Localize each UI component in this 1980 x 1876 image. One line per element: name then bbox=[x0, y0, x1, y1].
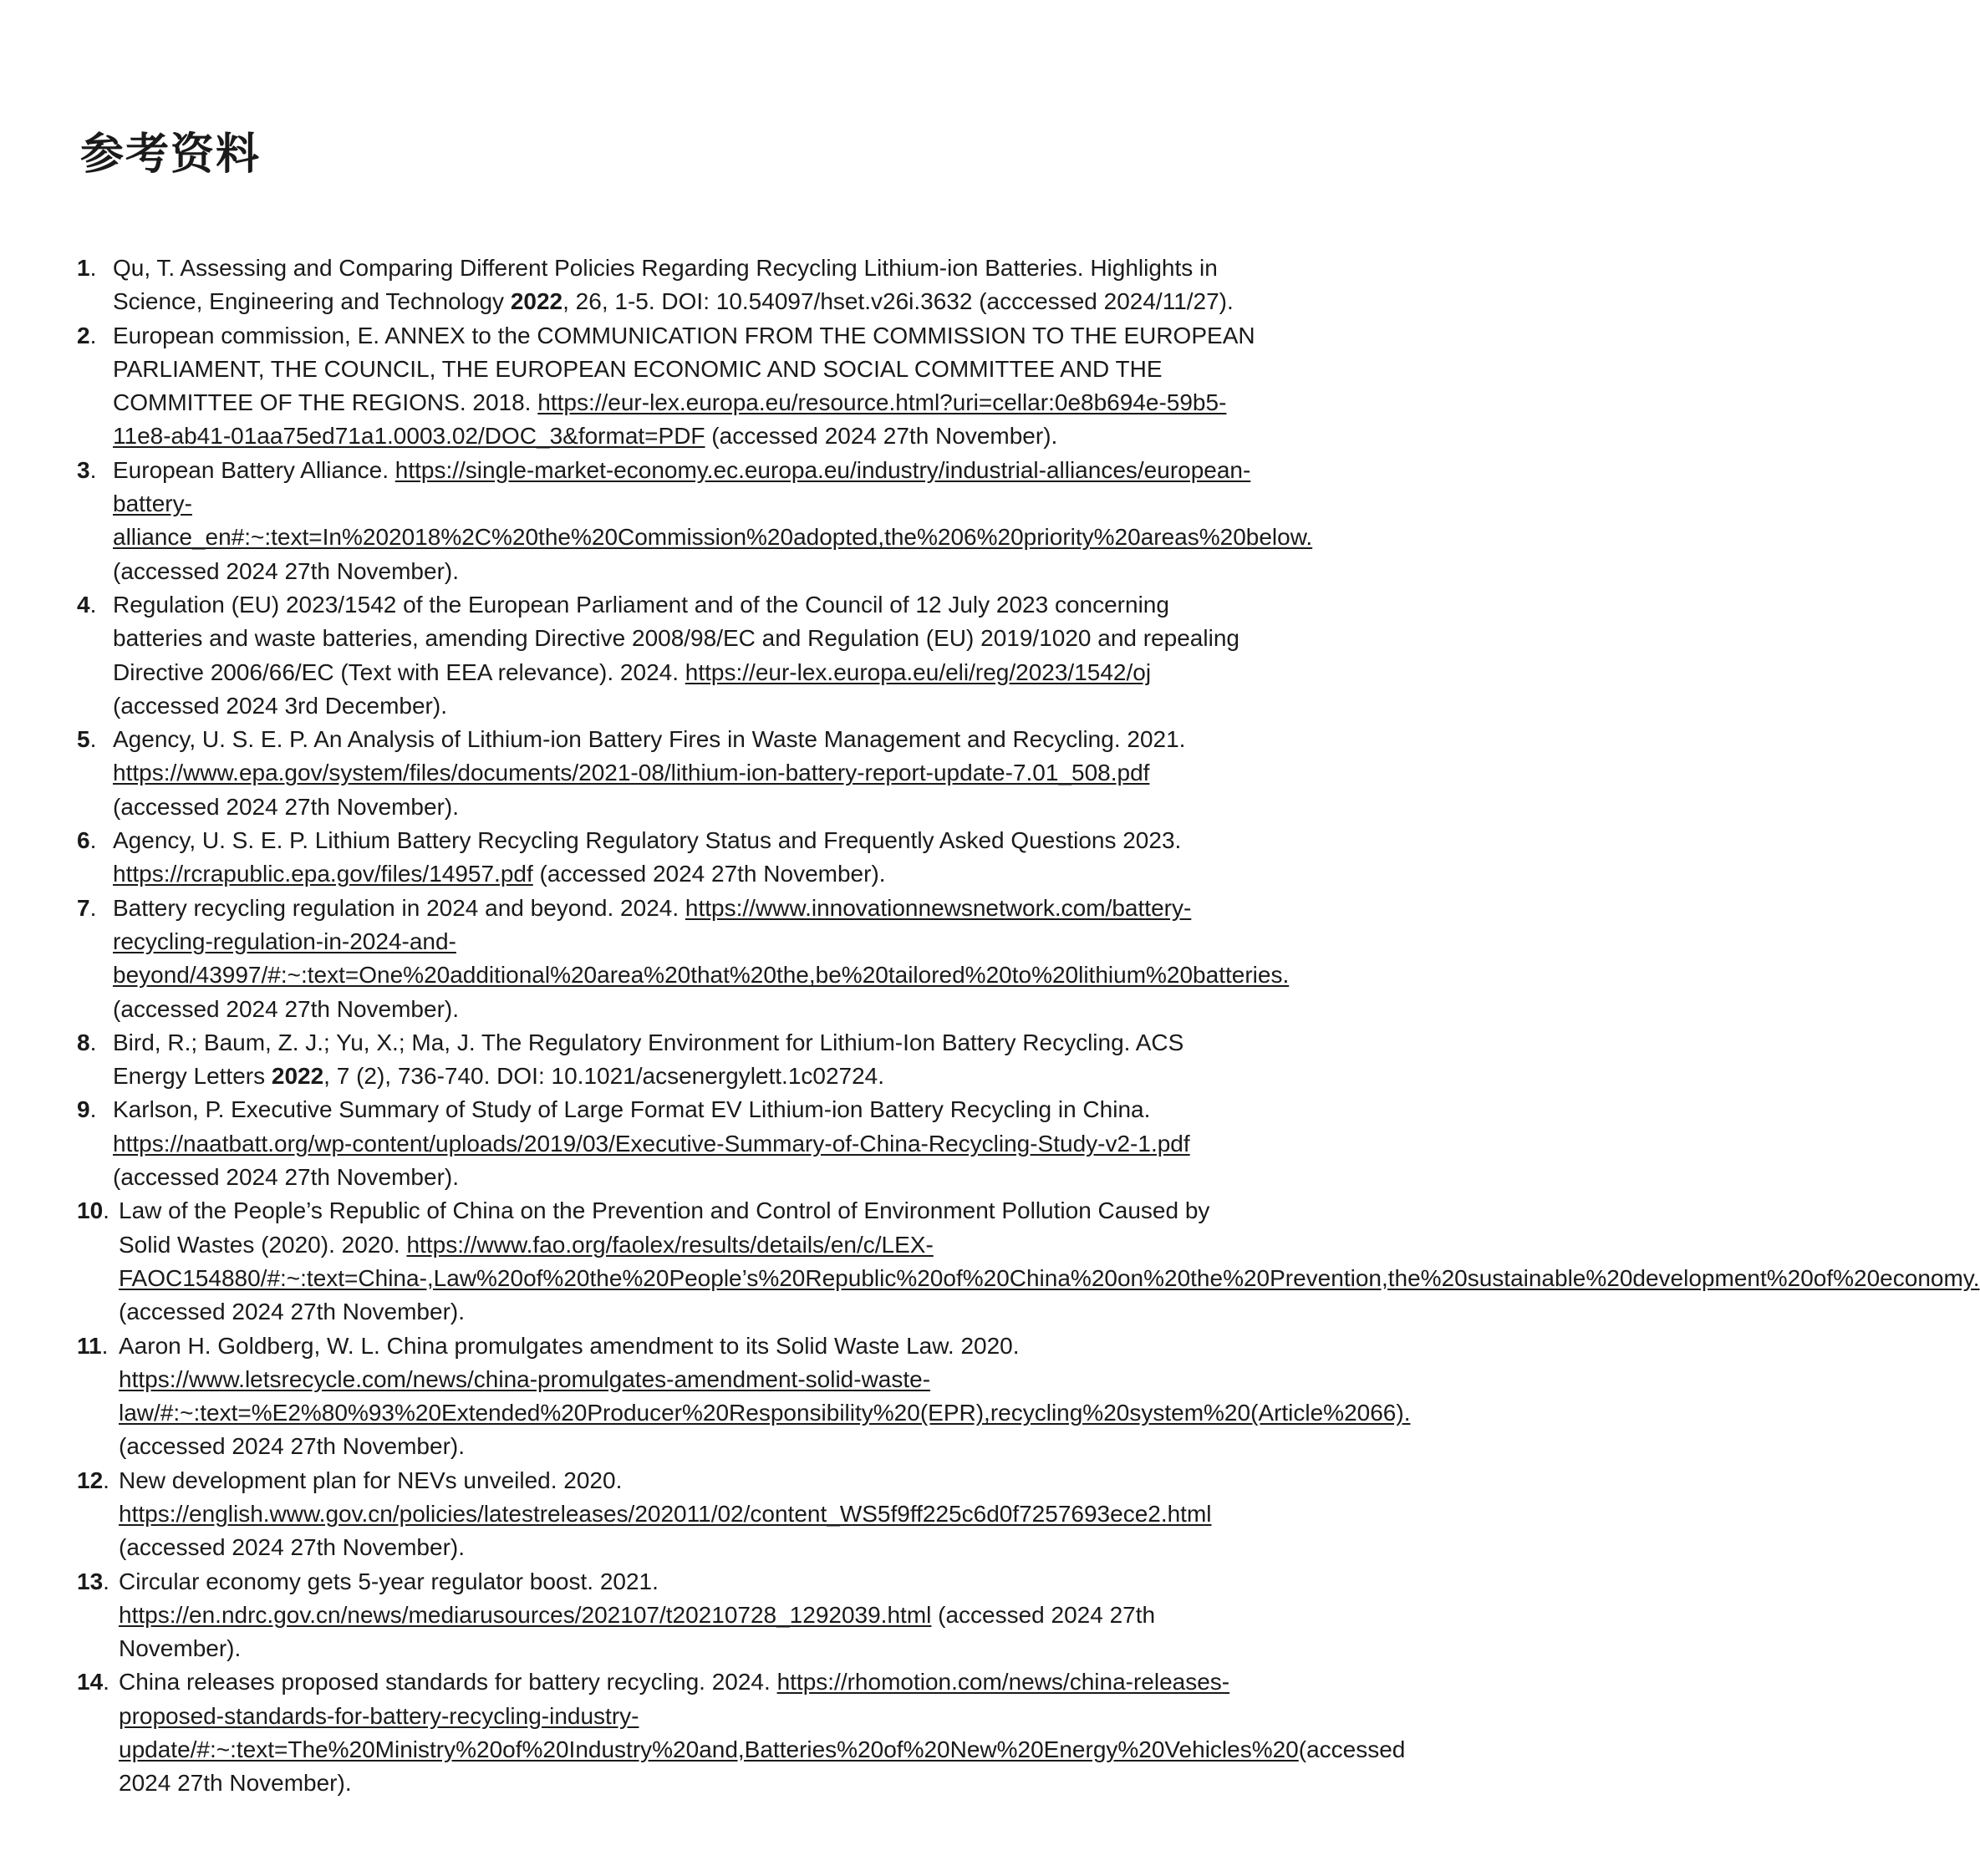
reference-item bbox=[77, 723, 1255, 824]
reference-number: 4. bbox=[77, 591, 97, 618]
reference-text: European commission, E. ANNEX to the COMMUNICATION FROM THE COMMISSION TO THE EUROPEAN PARLIAMENT, THE COUNCIL, THE EUROPEAN ECONOMIC AND SOCIAL COMMITTEE AND THE COMMITTEE OF THE REGIONS. 2018. bbox=[113, 322, 1255, 416]
reference-item bbox=[77, 1194, 1980, 1329]
reference-link[interactable]: https://rcrapublic.epa.gov/files/14957.pdf bbox=[113, 861, 533, 887]
reference-suffix: , 26, 1-5. DOI: 10.54097/hset.v26i.3632 (acccessed 2024/11/27). bbox=[562, 288, 1234, 315]
reference-number: 8. bbox=[77, 1029, 97, 1055]
reference-text: Aaron H. Goldberg, W. L. China promulgates amendment to its Solid Waste Law. 2020. bbox=[119, 1332, 1020, 1359]
reference-text: Agency, U. S. E. P. Lithium Battery Recycling Regulatory Status and Frequently Asked Questions 2023. bbox=[113, 827, 1182, 854]
reference-link[interactable]: https://eur-lex.europa.eu/resource.html?uri=cellar:0e8b694e-59b5-11e8-ab41-01aa75ed71a1.0003.02/DOC_3&format=PDF bbox=[113, 389, 1227, 450]
reference-text: Battery recycling regulation in 2024 and beyond. 2024. bbox=[113, 894, 685, 921]
reference-link[interactable]: https://www.letsrecycle.com/news/china-promulgates-amendment-solid-waste-law/#:~:text=%E2%80%93%20Extended%20Producer%20Responsibility%20(EPR),recycling%20system%20(Article%2066). bbox=[119, 1365, 1411, 1426]
reference-number: 6. bbox=[77, 827, 97, 854]
reference-text: Qu, T. Assessing and Comparing Different Policies Regarding Recycling Lithium-ion Batteries. Highlights in Science, Engineering and Technology bbox=[113, 255, 1218, 315]
reference-text: New development plan for NEVs unveiled. 2020. bbox=[119, 1467, 623, 1493]
reference-suffix: (accessed 2024 27th November). bbox=[113, 995, 459, 1022]
reference-text: Circular economy gets 5-year regulator boost. 2021. bbox=[119, 1568, 659, 1594]
reference-suffix: (accessed 2024 27th November). bbox=[113, 557, 459, 584]
reference-text: Karlson, P. Executive Summary of Study of Large Format EV Lithium-ion Battery Recycling in China. bbox=[113, 1096, 1151, 1123]
reference-item bbox=[77, 1464, 1255, 1565]
reference-text: European Battery Alliance. bbox=[113, 456, 395, 483]
reference-suffix: (accessed 2024 27th November). bbox=[119, 1433, 465, 1460]
reference-item bbox=[77, 588, 1255, 723]
reference-number: 10. bbox=[77, 1197, 109, 1224]
reference-number: 2. bbox=[77, 322, 97, 348]
reference-item bbox=[77, 1565, 1255, 1666]
reference-number: 7. bbox=[77, 894, 97, 921]
reference-link[interactable]: https://eur-lex.europa.eu/eli/reg/2023/1542/oj bbox=[685, 658, 1152, 685]
page-title: 参考资料 bbox=[80, 130, 262, 180]
reference-item bbox=[77, 892, 1290, 1026]
reference-suffix: , 7 (2), 736-740. DOI: 10.1021/acsenergylett.1c02724. bbox=[323, 1063, 885, 1090]
reference-number: 1. bbox=[77, 255, 97, 281]
reference-link[interactable]: https://single-market-economy.ec.europa.eu/industry/industrial-alliances/european-battery-alliance_en#:~:text=In%202018%2C%20the%20Commission%20adopted,the%206%20priority%20areas%20below. bbox=[113, 456, 1313, 551]
reference-suffix: (accessed 2024 27th November). bbox=[113, 1164, 459, 1191]
reference-year: 2022 bbox=[510, 288, 563, 315]
reference-item bbox=[77, 1026, 1255, 1094]
reference-link[interactable]: https://naatbatt.org/wp-content/uploads/2019/03/Executive-Summary-of-China-Recycling-Study-v2-1.pdf bbox=[113, 1130, 1190, 1157]
reference-number: 5. bbox=[77, 726, 97, 753]
reference-suffix: (accessed 2024 27th November). bbox=[532, 861, 886, 887]
reference-link[interactable]: https://www.epa.gov/system/files/documents/2021-08/lithium-ion-battery-report-update-7.01_508.pdf bbox=[113, 760, 1150, 786]
reference-suffix: (accessed 2024 27th November). bbox=[119, 1601, 1156, 1662]
reference-text: Agency, U. S. E. P. An Analysis of Lithium-ion Battery Fires in Waste Management and Recycling. 2021. bbox=[113, 726, 1186, 753]
reference-text: China releases proposed standards for battery recycling. 2024. bbox=[119, 1669, 777, 1696]
reference-suffix: (accessed 2024 27th November). bbox=[705, 423, 1058, 450]
reference-item bbox=[77, 454, 1313, 588]
reference-item bbox=[77, 1665, 1406, 1800]
reference-item bbox=[77, 1093, 1255, 1194]
reference-link[interactable]: https://english.www.gov.cn/policies/latestreleases/202011/02/content_WS5f9ff225c6d0f7257693ece2.html bbox=[119, 1500, 1212, 1527]
reference-link[interactable]: https://www.innovationnewsnetwork.com/battery-recycling-regulation-in-2024-and-beyond/43997/#:~:text=One%20additional%20area%20that%20the,be%20tailored%20to%20lithium%20batteries. bbox=[113, 894, 1290, 989]
reference-number: 13. bbox=[77, 1568, 109, 1594]
reference-number: 14. bbox=[77, 1669, 109, 1696]
reference-item bbox=[77, 824, 1255, 892]
reference-list bbox=[77, 252, 1980, 1801]
reference-number: 3. bbox=[77, 456, 97, 483]
reference-suffix: (accessed 2024 3rd December). bbox=[113, 692, 447, 719]
reference-year: 2022 bbox=[271, 1063, 324, 1090]
reference-text: Bird, R.; Baum, Z. J.; Yu, X.; Ma, J. The Regulatory Environment for Lithium-Ion Battery Recycling. ACS Energy Letters bbox=[113, 1029, 1184, 1090]
reference-suffix: (accessed 2024 27th November). bbox=[119, 1736, 1406, 1797]
reference-suffix: (accessed 2024 27th November). bbox=[113, 793, 459, 820]
reference-text: Law of the People’s Republic of China on the Prevention and Control of Environment Pollution Caused by Solid Wastes (2020). 2020. bbox=[119, 1197, 1210, 1258]
reference-item bbox=[77, 1329, 1411, 1464]
reference-number: 11. bbox=[77, 1332, 109, 1359]
reference-suffix: (accessed 2024 27th November). bbox=[119, 1534, 465, 1561]
reference-text: Regulation (EU) 2023/1542 of the European Parliament and of the Council of 12 July 2023 concerning batteries and waste batteries, amending Directive 2008/98/EC and Regulation (EU) 2019/1020 and repealing Directive 2006/66/EC (Text with EEA relevance). 2024. bbox=[113, 591, 1239, 685]
reference-number: 9. bbox=[77, 1096, 97, 1123]
reference-item bbox=[77, 319, 1255, 454]
reference-link[interactable]: https://rhomotion.com/news/china-releases-proposed-standards-for-battery-recycling-industry-update/#:~:text=The%20Ministry%20of%20Industry%20and,Batteries%20of%20New%20Energy%20Vehicles%20 bbox=[119, 1669, 1299, 1763]
reference-link[interactable]: https://www.fao.org/faolex/results/details/en/c/LEX-FAOC154880/#:~:text=China-,Law%20of%20the%20People’s%20Republic%20of%20China%20on%20the%20Prevention,the%20sustainable%20development%20of%20economy. bbox=[119, 1231, 1980, 1291]
reference-number: 12. bbox=[77, 1467, 109, 1493]
reference-item bbox=[77, 252, 1255, 319]
reference-link[interactable]: https://en.ndrc.gov.cn/news/mediarusources/202107/t20210728_1292039.html bbox=[119, 1601, 932, 1628]
reference-suffix: (accessed 2024 27th November). bbox=[119, 1299, 465, 1325]
